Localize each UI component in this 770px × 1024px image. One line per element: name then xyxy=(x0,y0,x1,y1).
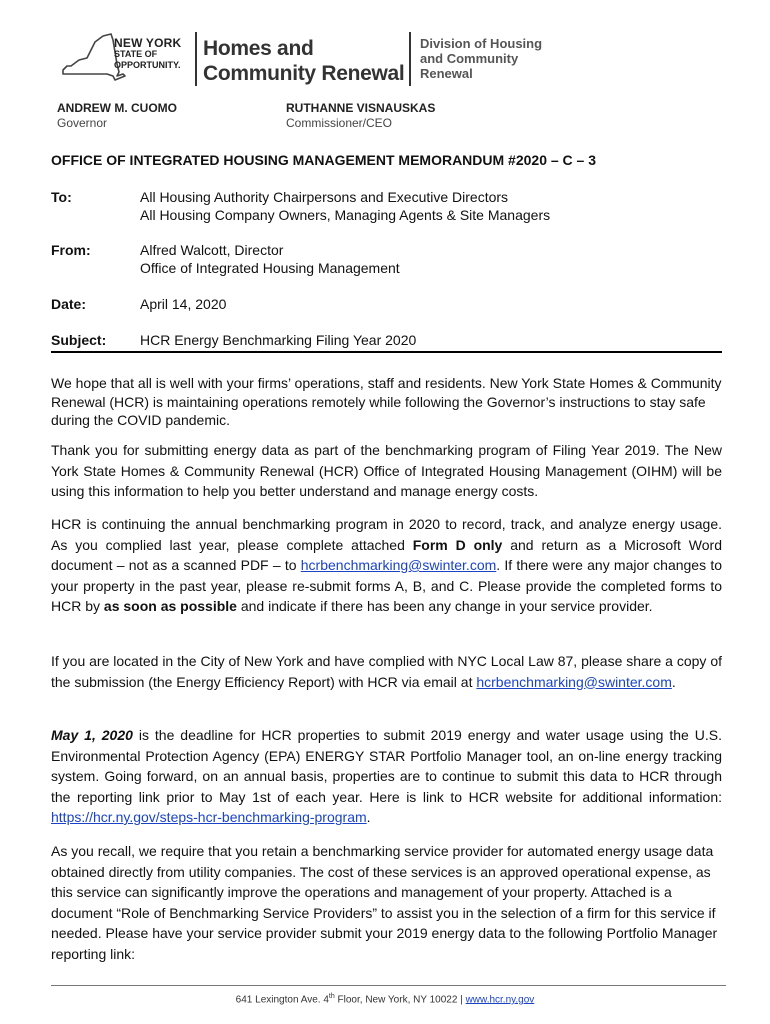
date-label: Date: xyxy=(51,296,87,312)
agency-name-line1: Homes and xyxy=(203,37,314,60)
memo-title: OFFICE OF INTEGRATED HOUSING MANAGEMENT MEMORANDUM #2020 – C – 3 xyxy=(51,152,597,168)
footer-superscript: th xyxy=(328,993,335,1000)
footer-address-text: 641 Lexington Ave. 4 xyxy=(235,994,329,1006)
date-value: April 14, 2020 xyxy=(140,296,227,312)
paragraph-5-text: . xyxy=(366,809,371,825)
header-rule xyxy=(51,351,722,353)
to-line2: All Housing Company Owners, Managing Agents & Site Managers xyxy=(140,207,551,223)
letterhead-divider xyxy=(409,32,411,86)
commissioner-name: RUTHANNE VISNAUSKAS xyxy=(286,101,436,115)
governor-name: ANDREW M. CUOMO xyxy=(57,101,177,115)
deadline-date: May 1, 2020 xyxy=(51,727,133,743)
division-name xyxy=(420,36,542,81)
paragraph-1: We hope that all is well with your firms’ operations, staff and residents. New York State Homes & Community Renewal (HCR) is maintaining operations remotely while following the Governor’s instructions to stay safe during the COVID pandemic. xyxy=(51,375,722,428)
subject-value: HCR Energy Benchmarking Filing Year 2020 xyxy=(140,332,417,348)
paragraph-3-text: and return as a Microsoft Word document – not as a scanned PDF – to xyxy=(51,536,723,573)
letterhead-divider xyxy=(195,32,197,86)
from-label: From: xyxy=(51,242,91,258)
commissioner-block xyxy=(286,101,435,131)
footer-address-text: Floor, New York, NY 10022 | xyxy=(334,994,466,1006)
paragraph-6: As you recall, we require that you retain a benchmarking service provider for automated energy usage data obtained directly from utility companies. The cost of these services is an approved operational expense, as this service can significantly improve the operations and management of your property. Attached is a document “Role of Benchmarking Service Providers” to assist you in the selection of a firm for this service if needed. Please have your service provider submit your 2019 energy data to the following Portfolio Manager reporting link: xyxy=(51,843,718,962)
division-line2: and Community xyxy=(420,51,519,66)
email-link[interactable]: hcrbenchmarking@swinter.com xyxy=(476,673,672,690)
ny-opportunity-logo xyxy=(114,38,181,71)
website-link[interactable]: www.hcr.ny.gov xyxy=(465,994,535,1006)
governor-title: Governor xyxy=(57,116,108,130)
subject-label: Subject: xyxy=(51,332,107,348)
paragraph-3-text: and indicate if there has been any change in your service provider. xyxy=(236,598,653,614)
division-line1: Division of Housing xyxy=(420,36,543,51)
deadline-emphasis: as soon as possible xyxy=(103,598,237,614)
to-line1: All Housing Authority Chairpersons and Executive Directors xyxy=(140,189,509,205)
from-line2: Office of Integrated Housing Management xyxy=(140,260,400,276)
ny-logo-line3: OPPORTUNITY. xyxy=(114,60,181,70)
footer-rule xyxy=(51,985,726,986)
agency-name-line2: Community Renewal xyxy=(203,62,405,85)
footer-address xyxy=(0,993,770,1005)
form-d-emphasis: Form D only xyxy=(412,536,503,553)
division-line3: Renewal xyxy=(420,66,473,81)
ny-logo-line1: NEW YORK xyxy=(114,36,182,50)
ny-logo-line2: STATE OF xyxy=(114,49,158,59)
governor-block xyxy=(57,101,177,131)
paragraph-3 xyxy=(51,514,722,617)
paragraph-5 xyxy=(51,725,722,828)
paragraph-4-text: If you are located in the City of New York and have complied with NYC Local Law 87, please share a copy of the submission (the Energy Efficiency Report) with HCR via email at xyxy=(51,653,722,690)
paragraph-4-text: . xyxy=(671,673,676,690)
paragraph-3-text: HCR is continuing the annual benchmarking program in 2020 to record, track, and analyze energy usage. As you complied last year, please complete attached xyxy=(51,516,722,553)
paragraph-3-text: . If there were any major changes to your property in the past year, please re-submit forms A, B, and C. Please provide the completed forms to HCR by xyxy=(51,557,722,614)
from-line1: Alfred Walcott, Director xyxy=(140,242,284,258)
paragraph-5-text: is the deadline for HCR properties to submit 2019 energy and water usage using the U.S. Environmental Protection Agency (EPA) ENERGY STAR Portfolio Manager tool, an on-line energy tracking system. Going forward, on an annual basis, properties are to continue to submit this data to HCR through the reporting link prior to May 1st of each year. Here is link to HCR website for additional information: xyxy=(51,727,722,805)
to-label: To: xyxy=(51,189,72,205)
commissioner-title: Commissioner/CEO xyxy=(286,116,393,130)
paragraph-4 xyxy=(51,651,722,692)
agency-name xyxy=(203,36,404,86)
paragraph-2: Thank you for submitting energy data as part of the benchmarking program of Filing Year 2019. The New York State Homes & Community Renewal (HCR) Office of Integrated Housing Management (OIHM) will be using this information to help you better understand and manage energy costs. xyxy=(51,442,722,499)
hcr-benchmarking-link[interactable]: https://hcr.ny.gov/steps-hcr-benchmarking-program xyxy=(51,809,367,825)
email-link[interactable]: hcrbenchmarking@swinter.com xyxy=(300,557,497,573)
